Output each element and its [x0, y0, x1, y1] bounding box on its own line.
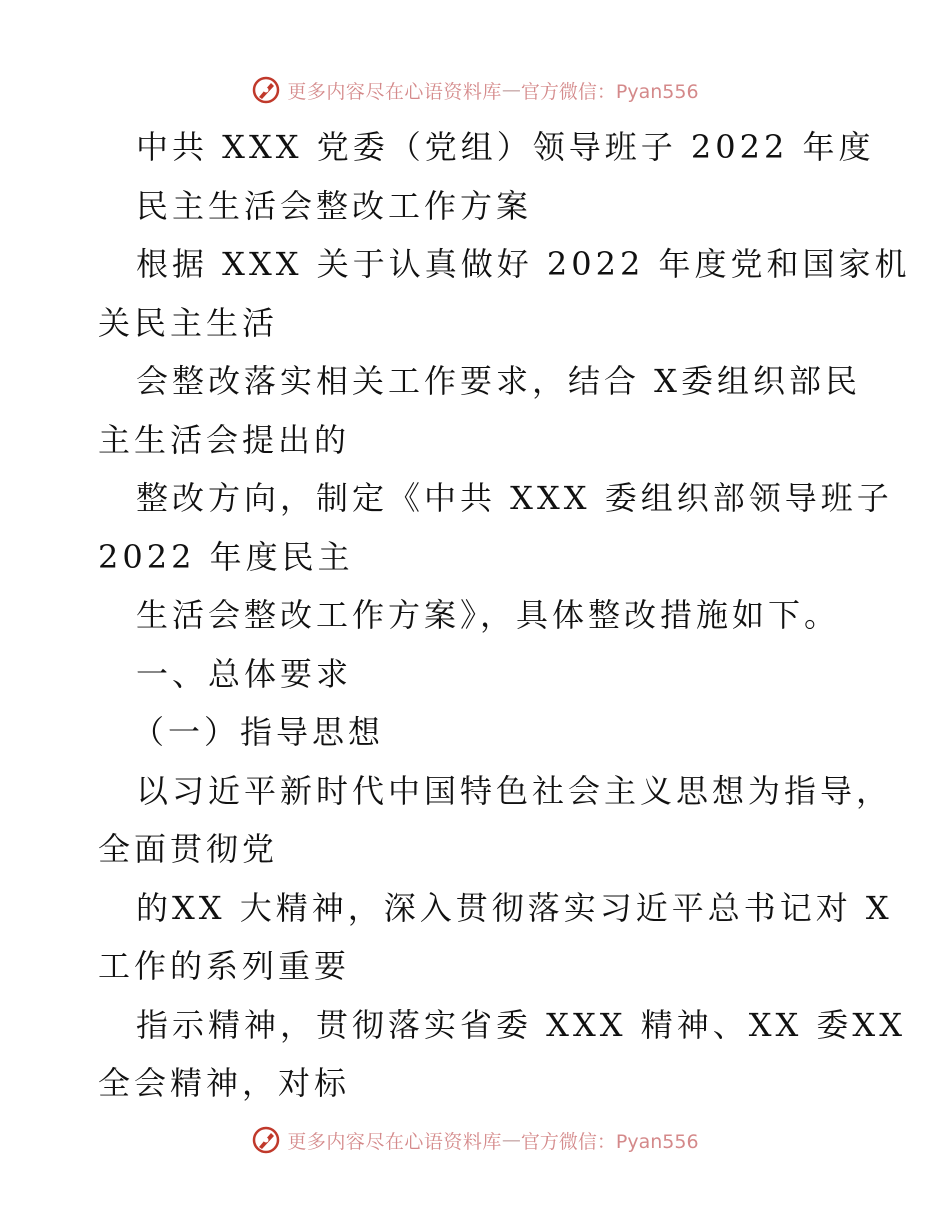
- doc-title-line-2: 民主生活会整改工作方案: [136, 186, 533, 225]
- paragraph-line: 主生活会提出的: [98, 420, 351, 459]
- document-body: [98, 118, 911, 1113]
- paragraph-line: 会整改落实相关工作要求，结合 X委组织部民: [136, 362, 861, 400]
- paragraph-line: 工作的系列重要: [98, 947, 351, 985]
- watermark-wechat-text: 官方微信：Pyan556: [520, 1130, 699, 1153]
- watermark-separator: —: [501, 79, 521, 101]
- paragraph-line: 的XX 大精神，深入贯彻落实习近平总书记对 X: [136, 888, 893, 927]
- paragraph-line: 以习近平新时代中国特色社会主义思想为指导，: [136, 771, 893, 810]
- paragraph-line: 2022 年度民主: [98, 537, 354, 576]
- subsection-heading: （一）指导思想: [132, 713, 385, 751]
- doc-title-line-1: 中共 XXX 党委（党组）领导班子 2022 年度: [136, 128, 875, 166]
- paragraph-line: 根据 XXX 关于认真做好 2022 年度党和国家机: [136, 245, 911, 283]
- watermark-main-text: 更多内容尽在心语资料库: [287, 1130, 502, 1153]
- section-heading: 一、总体要求: [136, 654, 353, 693]
- paragraph-line: 整改方向，制定《中共 XXX 委组织部领导班子: [136, 479, 893, 517]
- watermark-separator: —: [501, 1129, 521, 1151]
- paragraph-line: 全面贯彻党: [98, 830, 279, 868]
- watermark-header: [0, 70, 950, 110]
- watermark-wechat-text: 官方微信：Pyan556: [520, 80, 699, 103]
- paragraph-line: 生活会整改工作方案》，具体整改措施如下。: [136, 596, 841, 634]
- paragraph-line: 全会精神，对标: [98, 1064, 351, 1102]
- watermark-footer: [0, 1120, 950, 1160]
- paragraph-line: 指示精神，贯彻落实省委 XXX 精神、XX 委XX: [136, 1005, 906, 1044]
- pen-logo-icon: [251, 75, 281, 105]
- paragraph-line: 关民主生活: [98, 303, 279, 342]
- watermark-main-text: 更多内容尽在心语资料库: [287, 80, 502, 103]
- pen-logo-icon: [251, 1125, 281, 1155]
